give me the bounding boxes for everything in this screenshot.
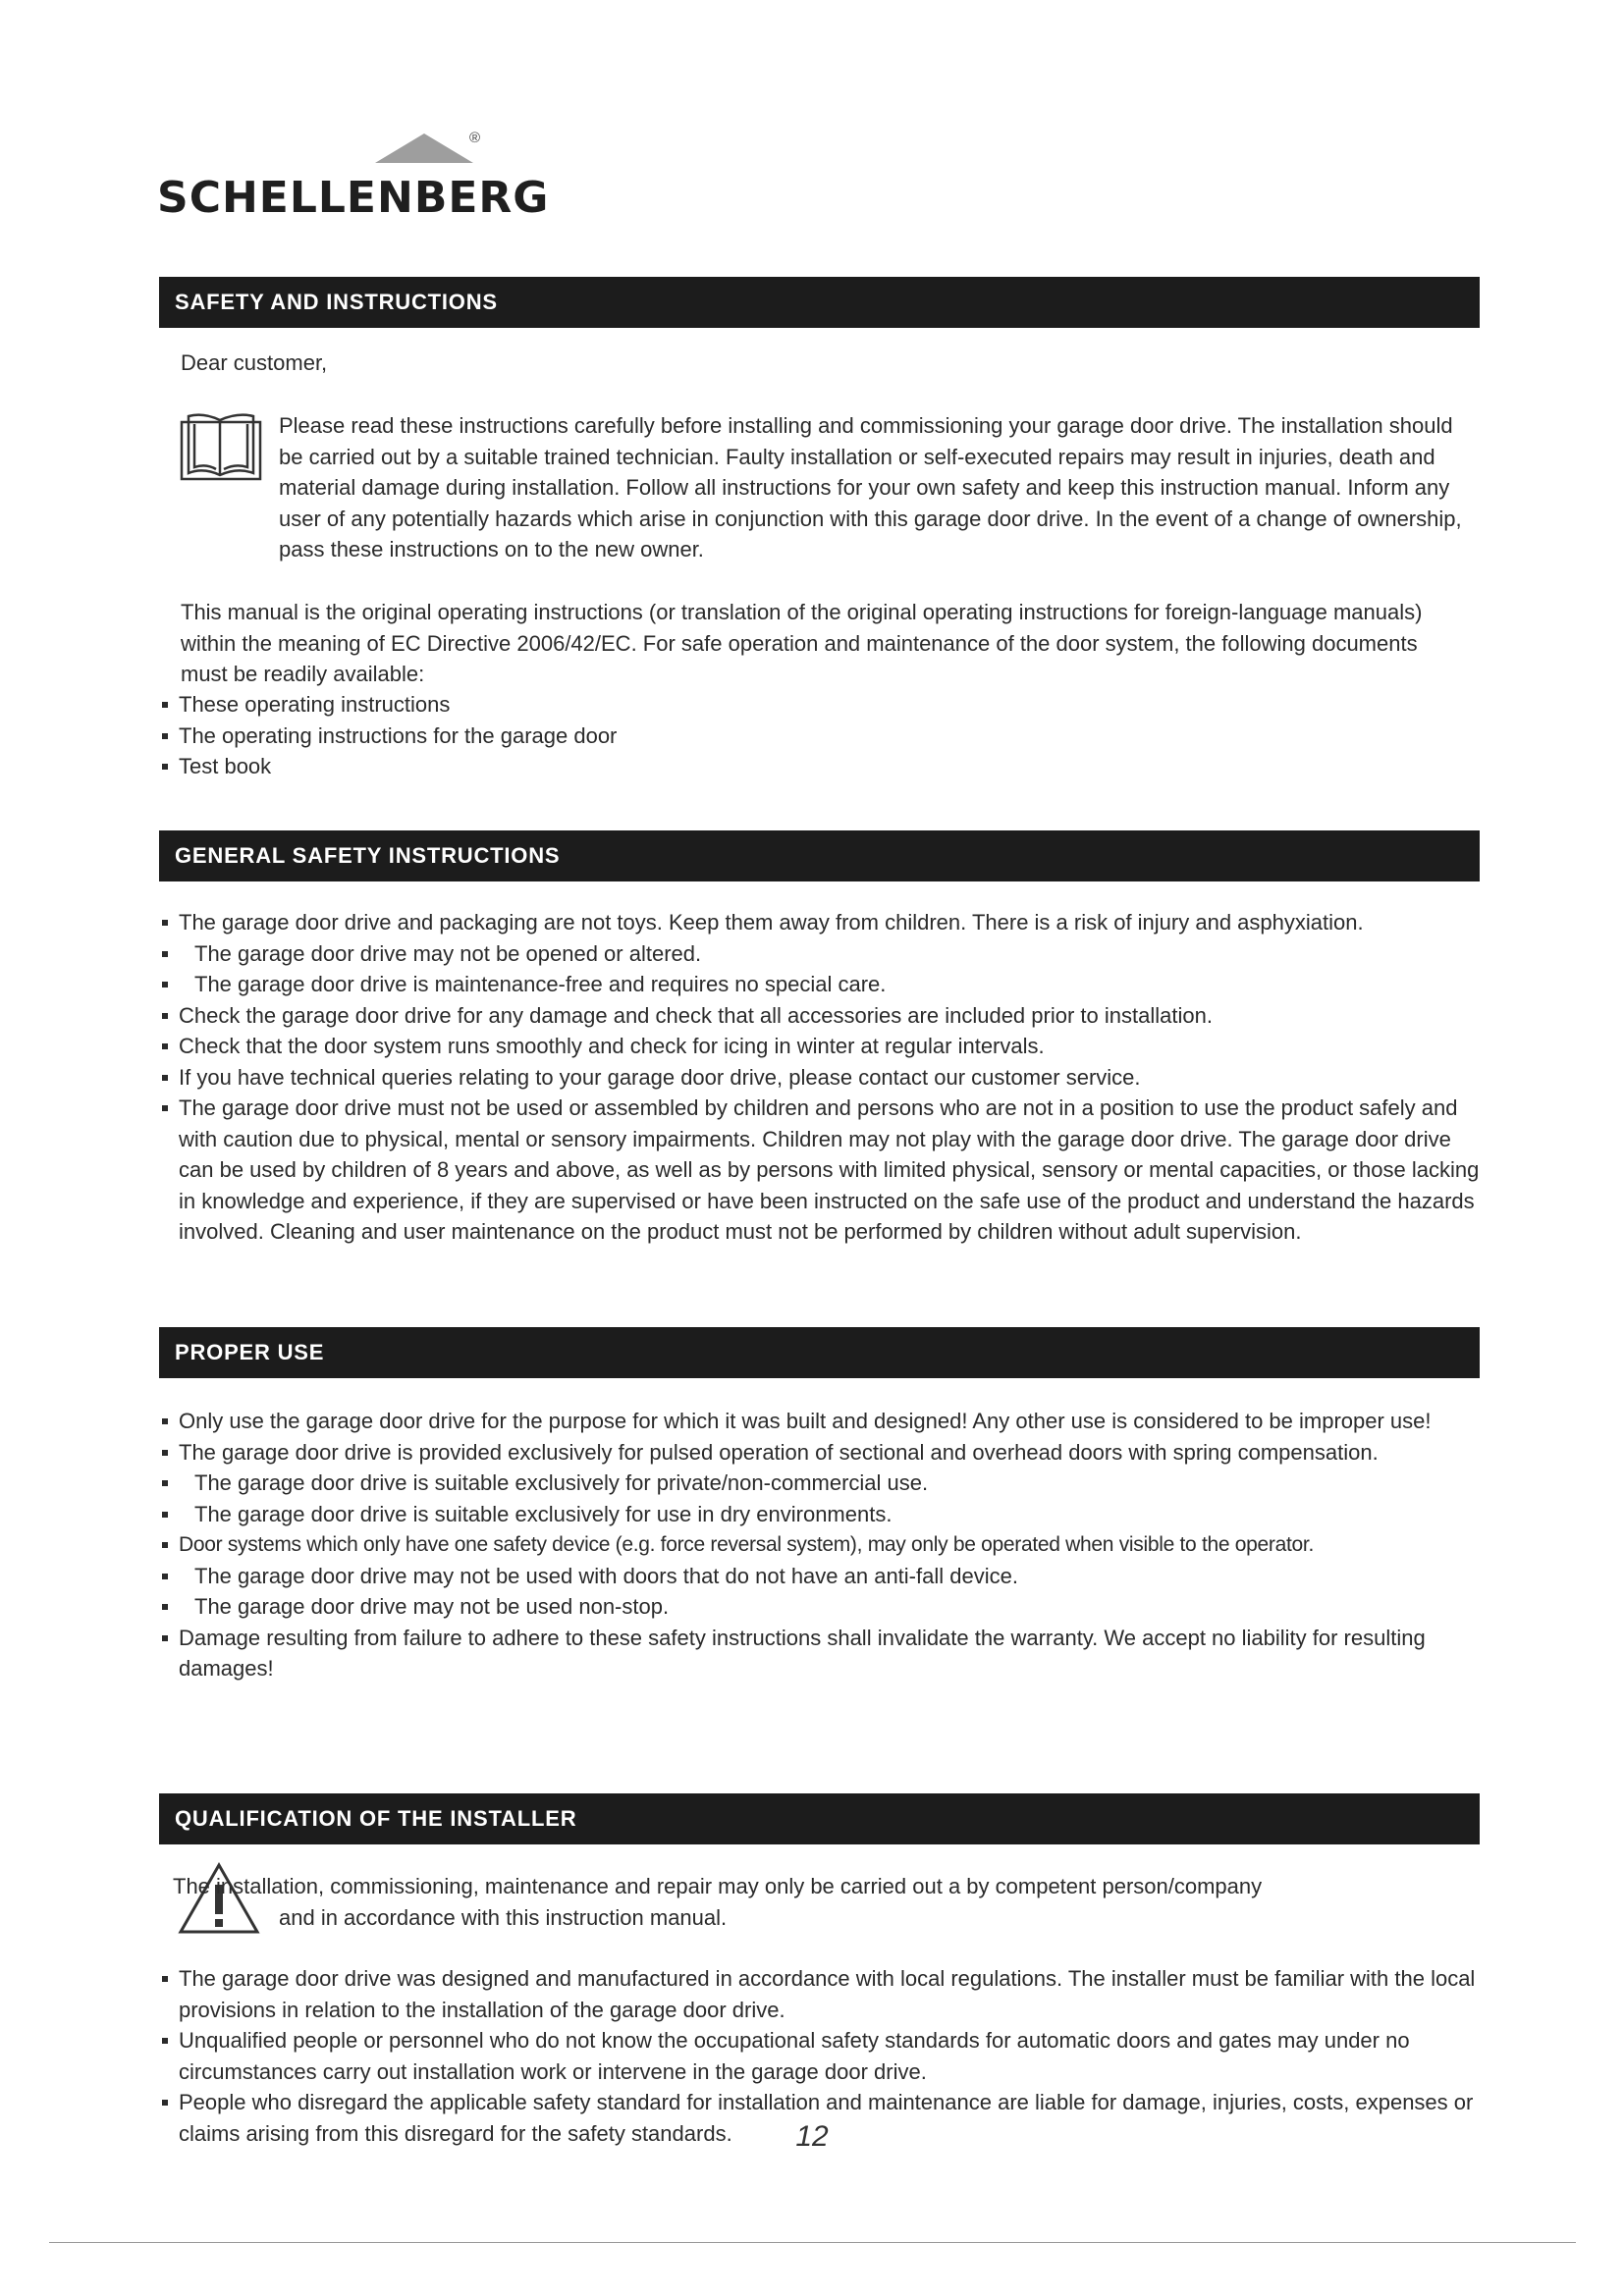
- list-item: People who disregard the applicable safety standard for installation and maintenance are liable for damage, injuries, costs, expenses or claims arising from this disregard for the safety standards.: [157, 2087, 1483, 2149]
- installer-warning-line-1: The installation, commissioning, maintenance and repair may only be carried out a by competent person/company: [173, 1874, 1263, 1898]
- footer-divider: [49, 2242, 1576, 2243]
- list-item: The garage door drive is suitable exclusively for use in dry environments.: [157, 1499, 1483, 1530]
- roof-logo-icon: [375, 130, 483, 163]
- page-number: 12: [795, 2120, 829, 2153]
- safety-notice: Please read these instructions carefully before installing and commissioning your garage door drive. The installation should be carried out by a suitable trained technician. Faulty installation or self-executed repairs may result in injuries, death and material damage during installation. Follow all instructions for your own safety and keep this instruction manual. Inform any user of any potentially hazards which arise in conjunction with this garage door drive. In the event of a change of ownership, pass these instructions on to the new owner.: [279, 413, 1462, 561]
- brand-name: SCHELLENBERG: [157, 173, 550, 223]
- list-item: Test book: [157, 751, 1483, 782]
- list-item: The garage door drive may not be opened or altered.: [157, 938, 1483, 970]
- list-item: The garage door drive is provided exclusively for pulsed operation of sectional and overhead doors with spring compensation.: [157, 1437, 1483, 1468]
- section-heading-general-safety: GENERAL SAFETY INSTRUCTIONS: [159, 830, 1480, 881]
- list-item: The garage door drive is suitable exclusively for private/non-commercial use.: [157, 1468, 1483, 1499]
- list-item: Check that the door system runs smoothly and check for icing in winter at regular intervals.: [157, 1031, 1483, 1062]
- list-item: The garage door drive is maintenance-free and requires no special care.: [157, 969, 1483, 1000]
- list-item: The garage door drive and packaging are not toys. Keep them away from children. There is a risk of injury and asphyxiation.: [157, 907, 1483, 938]
- list-item: The garage door drive may not be used with doors that do not have an anti-fall device.: [157, 1561, 1483, 1592]
- brand-logo: [157, 130, 550, 228]
- book-icon: [179, 412, 263, 483]
- greeting: Dear customer,: [181, 350, 328, 375]
- list-item: The operating instructions for the garage door: [157, 721, 1483, 752]
- section-heading-proper-use: PROPER USE: [159, 1327, 1480, 1378]
- list-item: Damage resulting from failure to adhere to these safety instructions shall invalidate the warranty. We accept no liability for resulting damages!: [157, 1623, 1483, 1684]
- list-item: The garage door drive may not be used non-stop.: [157, 1591, 1483, 1623]
- section-heading-safety: SAFETY AND INSTRUCTIONS: [159, 277, 1480, 328]
- registered-mark: ®: [469, 130, 481, 146]
- list-item: Unqualified people or personnel who do not know the occupational safety standards for automatic doors and gates may under no circumstances carry out installation work or intervene in the garage door drive.: [157, 2025, 1483, 2087]
- list-item: Check the garage door drive for any damage and check that all accessories are included prior to installation.: [157, 1000, 1483, 1032]
- proper-use-list: [157, 1406, 1483, 1684]
- required-documents-list: [157, 689, 1483, 782]
- manual-note: This manual is the original operating instructions (or translation of the original operating instructions for foreign-language manuals) within the meaning of EC Directive 2006/42/EC. For safe operation and maintenance of the door system, the following documents must be readily available:: [181, 600, 1423, 686]
- section-heading-installer: QUALIFICATION OF THE INSTALLER: [159, 1793, 1480, 1844]
- list-item: Only use the garage door drive for the purpose for which it was built and designed! Any other use is considered to be improper use!: [157, 1406, 1483, 1437]
- general-safety-list: [157, 907, 1483, 1248]
- list-item: The garage door drive must not be used or assembled by children and persons who are not in a position to use the product safely and with caution due to physical, mental or sensory impairments. Children may not play with the garage door drive. The garage door drive can be used by children of 8 years and above, as well as by persons with limited physical, sensory or mental capacities, or those lacking in knowledge and experience, if they are supervised or have been instructed on the safe use of the product and understand the hazards involved. Cleaning and user maintenance on the product must not be performed by children without adult supervision.: [157, 1093, 1483, 1248]
- list-item: Door systems which only have one safety device (e.g. force reversal system), may only be operated when visible to the operator.: [157, 1529, 1483, 1561]
- installer-warning-line-2: and in accordance with this instruction manual.: [279, 1905, 728, 1930]
- list-item: If you have technical queries relating to your garage door drive, please contact our customer service.: [157, 1062, 1483, 1094]
- list-item: The garage door drive was designed and manufactured in accordance with local regulations. The installer must be familiar with the local provisions in relation to the installation of the garage door drive.: [157, 1963, 1483, 2025]
- list-item: These operating instructions: [157, 689, 1483, 721]
